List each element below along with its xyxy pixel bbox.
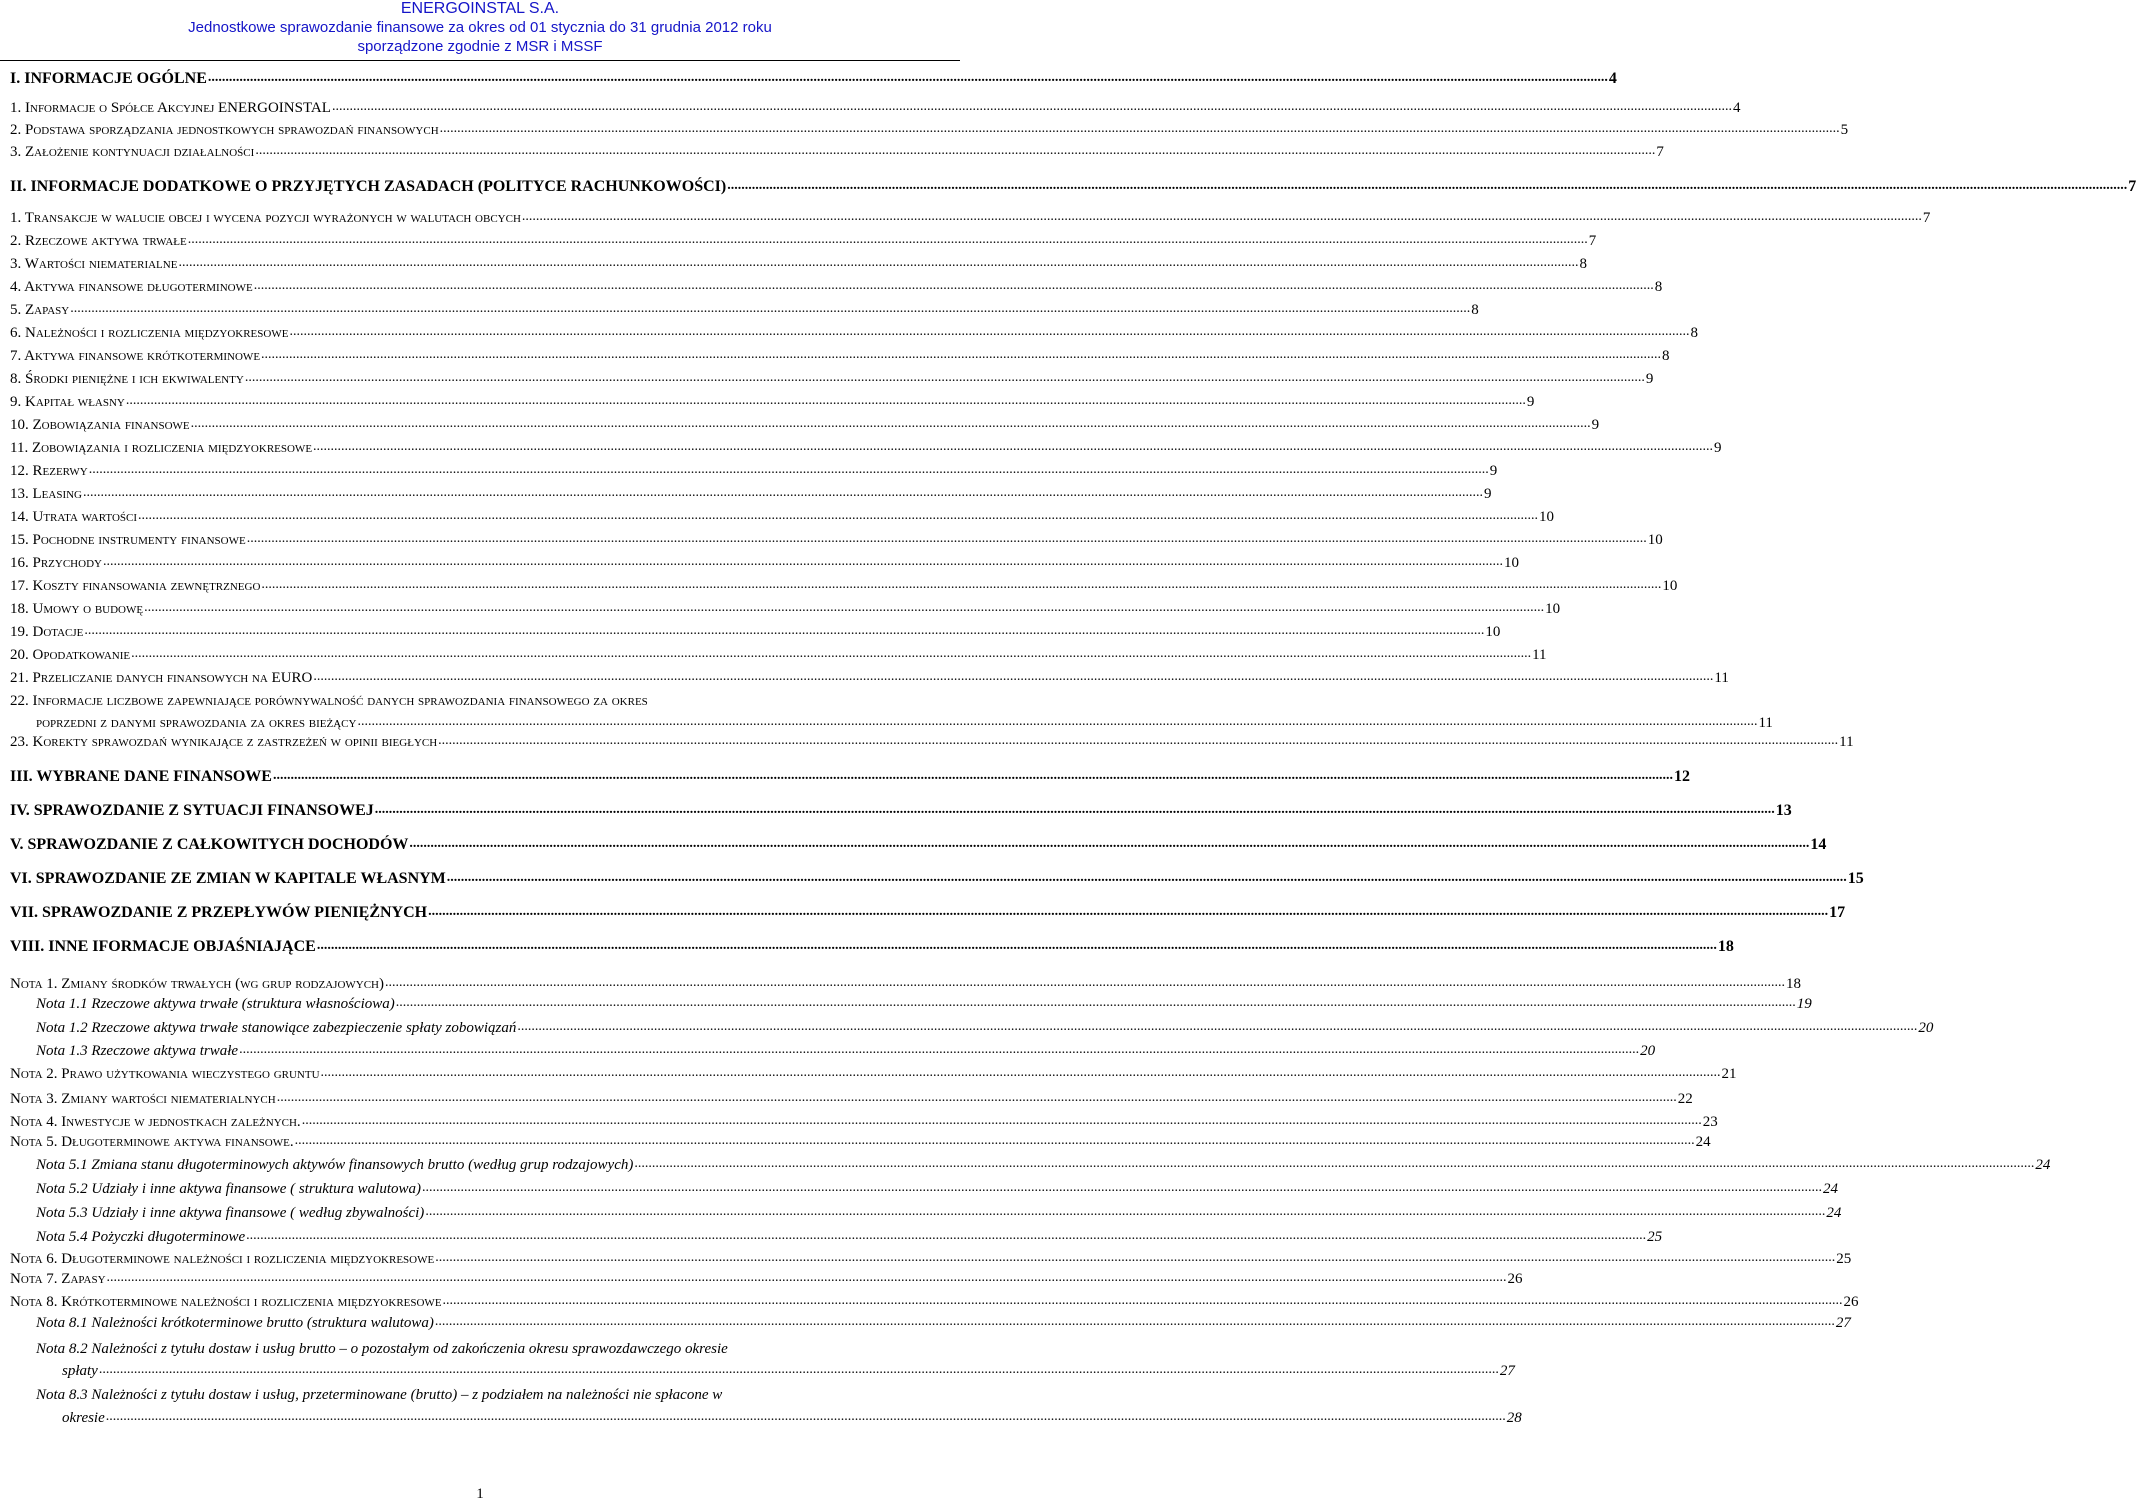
toc-entry[interactable] xyxy=(10,70,1617,88)
toc-entry-page: 5 xyxy=(1840,122,1849,138)
toc-dot-leader: ................................................................................................................................................................................................................................................................................................................................................................................................................ xyxy=(289,324,1690,339)
toc-entry-page: 25 xyxy=(1836,1251,1852,1267)
toc-entry-page: 27 xyxy=(1835,1315,1851,1331)
toc-entry-title: VI. SPRAWOZDANIE ZE ZMIAN W KAPITALE WŁASNYM xyxy=(10,870,446,887)
toc-dot-leader: ................................................................................................................................................................................................................................................................................................................................................................................................................ xyxy=(331,99,1732,114)
toc-entry-title-continuation: spłaty xyxy=(62,1363,98,1379)
header-company: ENERGOINSTAL S.A. xyxy=(400,0,560,17)
toc-entry[interactable] xyxy=(10,143,1664,161)
toc-dot-leader: ................................................................................................................................................................................................................................................................................................................................................................................................................ xyxy=(131,646,1532,661)
toc-entry-page: 11 xyxy=(1839,734,1854,750)
toc-entry-title: Nota 5. Długoterminowe aktywa finansowe. xyxy=(10,1134,294,1150)
toc-entry-title: Nota 1.2 Rzeczowe aktywa trwałe stanowiące zabezpieczenie spłaty zobowiązań xyxy=(36,1020,517,1036)
toc-entry-title: Nota 8. Krótkoterminowe należności i rozliczenia międzyokresowe xyxy=(10,1294,442,1310)
toc-entry-title: I. INFORMACJE OGÓLNE xyxy=(10,70,207,87)
toc-entry[interactable] xyxy=(10,439,1722,457)
toc-entry[interactable] xyxy=(10,904,1846,922)
toc-entry[interactable] xyxy=(10,324,1698,342)
toc-entry-page: 12 xyxy=(1673,768,1690,785)
toc-entry-title: 23. Korekty sprawozdań wynikające z zastrzeżeń w opinii biegłych xyxy=(10,734,438,750)
toc-dot-leader: ................................................................................................................................................................................................................................................................................................................................................................................................................ xyxy=(434,1314,1835,1329)
toc-entry-page: 9 xyxy=(1484,486,1492,502)
toc-dot-leader: ................................................................................................................................................................................................................................................................................................................................................................................................................ xyxy=(428,904,1829,919)
toc-dot-leader: ................................................................................................................................................................................................................................................................................................................................................................................................................ xyxy=(84,623,1485,638)
toc-dot-leader: ................................................................................................................................................................................................................................................................................................................................................................................................................ xyxy=(438,733,1839,748)
toc-entry-title: 21. Przeliczanie danych finansowych na EURO xyxy=(10,670,313,686)
toc-entry-title: 1. Informacje o Spółce Akcyjnej ENERGOINSTAL xyxy=(10,100,331,116)
toc-dot-leader: ................................................................................................................................................................................................................................................................................................................................................................................................................ xyxy=(144,600,1545,615)
toc-entry[interactable] xyxy=(10,1090,1693,1108)
toc-entry[interactable] xyxy=(10,623,1501,641)
toc-entry[interactable] xyxy=(10,462,1498,480)
toc-entry-page: 8 xyxy=(1654,279,1663,295)
toc-entry[interactable] xyxy=(10,1065,1737,1083)
toc-entry[interactable] xyxy=(10,121,1849,139)
toc-entry-title: Nota 8.1 Należności krótkoterminowe brutto (struktura walutowa) xyxy=(36,1315,434,1331)
toc-entry-title: 9. Kapitał własny xyxy=(10,394,125,410)
toc-entry-page: 28 xyxy=(1506,1410,1522,1426)
toc-dot-leader: ................................................................................................................................................................................................................................................................................................................................................................................................................ xyxy=(106,1270,1507,1285)
toc-dot-leader: ................................................................................................................................................................................................................................................................................................................................................................................................................ xyxy=(446,870,1847,885)
toc-entry-title-continuation: okresie xyxy=(62,1410,105,1426)
toc-entry[interactable] xyxy=(10,1250,1852,1268)
toc-entry-page: 9 xyxy=(1526,394,1535,410)
toc-entry-page: 9 xyxy=(1489,463,1498,479)
toc-entry[interactable] xyxy=(10,531,1663,549)
toc-entry-title: Nota 5.3 Udziały i inne aktywa finansowe ( według zbywalności) xyxy=(36,1205,425,1221)
toc-entry[interactable] xyxy=(10,836,1827,854)
toc-entry-title: 7. Aktywa finansowe krótkoterminowe xyxy=(10,348,261,364)
toc-entry-page: 10 xyxy=(1539,509,1555,525)
toc-entry-title: 2. Podstawa sporządzania jednostkowych sprawozdań finansowych xyxy=(10,122,439,138)
toc-dot-leader: ................................................................................................................................................................................................................................................................................................................................................................................................................ xyxy=(207,70,1608,85)
toc-entry[interactable] xyxy=(10,232,1597,250)
toc-entry[interactable] xyxy=(10,768,1690,786)
toc-entry-title: VII. SPRAWOZDANIE Z PRZEPŁYWÓW PIENIĘŻNYCH xyxy=(10,904,428,921)
toc-entry[interactable] xyxy=(10,600,1561,618)
toc-entry-page: 20 xyxy=(1918,1020,1934,1036)
toc-dot-leader: ................................................................................................................................................................................................................................................................................................................................................................................................................ xyxy=(272,768,1673,783)
toc-entry[interactable] xyxy=(10,1113,1718,1131)
toc-entry-title: II. INFORMACJE DODATKOWE O PRZYJĘTYCH ZASADACH (POLITYCE RACHUNKOWOŚCI) xyxy=(10,178,727,195)
toc-entry[interactable] xyxy=(36,1204,1842,1222)
toc-entry[interactable] xyxy=(10,301,1479,319)
toc-dot-leader: ................................................................................................................................................................................................................................................................................................................................................................................................................ xyxy=(125,393,1526,408)
toc-entry-page: 14 xyxy=(1810,836,1827,853)
toc-entry-page: 11 xyxy=(1758,715,1773,731)
toc-entry-page: 24 xyxy=(1826,1205,1842,1221)
toc-entry-page: 10 xyxy=(1503,555,1519,571)
toc-dot-leader: ................................................................................................................................................................................................................................................................................................................................................................................................................ xyxy=(301,1113,1702,1128)
toc-entry-title: 14. Utrata wartości xyxy=(10,509,138,525)
toc-entry-title: Nota 1.1 Rzeczowe aktywa trwałe (struktura własnościowa) xyxy=(36,996,395,1012)
toc-dot-leader: ................................................................................................................................................................................................................................................................................................................................................................................................................ xyxy=(634,1156,2035,1171)
toc-entry-page: 7 xyxy=(1588,233,1597,249)
toc-dot-leader: ................................................................................................................................................................................................................................................................................................................................................................................................................ xyxy=(276,1090,1677,1105)
toc-entry[interactable] xyxy=(10,508,1555,526)
toc-entry-page: 26 xyxy=(1507,1271,1523,1287)
toc-dot-leader: ................................................................................................................................................................................................................................................................................................................................................................................................................ xyxy=(98,1362,1499,1377)
toc-entry-title: 13. Leasing xyxy=(10,486,82,502)
toc-dot-leader: ................................................................................................................................................................................................................................................................................................................................................................................................................ xyxy=(246,531,1647,546)
toc-entry[interactable] xyxy=(10,975,1801,993)
toc-dot-leader: ................................................................................................................................................................................................................................................................................................................................................................................................................ xyxy=(261,577,1662,592)
toc-entry[interactable] xyxy=(10,1270,1523,1288)
toc-entry[interactable] xyxy=(10,1293,1859,1311)
toc-entry-title: Nota 7. Zapasy xyxy=(10,1271,106,1287)
toc-entry-title: Nota 5.2 Udziały i inne aktywa finansowe ( struktura walutowa) xyxy=(36,1181,421,1197)
toc-entry-page: 8 xyxy=(1471,302,1479,318)
toc-entry[interactable] xyxy=(10,870,1864,888)
toc-entry[interactable] xyxy=(10,646,1547,664)
toc-entry-page: 27 xyxy=(1499,1363,1515,1379)
page-number: 1 xyxy=(476,1486,484,1502)
toc-entry-title: Nota 4. Inwestycje w jednostkach zależnych. xyxy=(10,1114,301,1130)
toc-entry-page: 9 xyxy=(1714,440,1722,456)
toc-entry-title: Nota 5.1 Zmiana stanu długoterminowych aktywów finansowych brutto (według grup rodzajowych) xyxy=(36,1157,634,1173)
toc-entry[interactable] xyxy=(10,554,1519,572)
toc-dot-leader: ................................................................................................................................................................................................................................................................................................................................................................................................................ xyxy=(187,232,1588,247)
toc-entry-page: 21 xyxy=(1721,1066,1737,1082)
toc-entry-title: 4. Aktywa finansowe długoterminowe xyxy=(10,279,253,295)
toc-dot-leader: ................................................................................................................................................................................................................................................................................................................................................................................................................ xyxy=(422,1180,1822,1195)
toc-entry[interactable] xyxy=(10,733,1854,751)
toc-dot-leader: ................................................................................................................................................................................................................................................................................................................................................................................................................ xyxy=(255,143,1656,158)
toc-entry-title: Nota 1.3 Rzeczowe aktywa trwałe xyxy=(36,1043,239,1059)
toc-entry-page: 10 xyxy=(1485,624,1501,640)
header-line-2: sporządzone zgodnie z MSR i MSSF xyxy=(357,38,603,55)
toc-entry-title: Nota 3. Zmiany wartości niematerialnych xyxy=(10,1091,276,1107)
toc-entry-title: 5. Zapasy xyxy=(10,302,70,318)
toc-dot-leader: ................................................................................................................................................................................................................................................................................................................................................................................................................ xyxy=(102,554,1503,569)
toc-entry-page: 24 xyxy=(1695,1134,1711,1150)
toc-entry-page: 10 xyxy=(1647,532,1663,548)
toc-entry-page: 15 xyxy=(1847,870,1864,887)
toc-entry-page: 7 xyxy=(1656,144,1664,160)
toc-entry-title: 17. Koszty finansowania zewnętrznego xyxy=(10,578,261,594)
toc-dot-leader: ................................................................................................................................................................................................................................................................................................................................................................................................................ xyxy=(88,462,1489,477)
toc-entry[interactable] xyxy=(10,209,1931,227)
toc-dot-leader: ................................................................................................................................................................................................................................................................................................................................................................................................................ xyxy=(138,508,1539,523)
toc-dot-leader: ................................................................................................................................................................................................................................................................................................................................................................................................................ xyxy=(374,802,1775,817)
toc-entry[interactable] xyxy=(10,370,1654,388)
toc-entry-page: 13 xyxy=(1775,802,1792,819)
toc-entry[interactable] xyxy=(36,995,1812,1013)
toc-entry-title: Nota 2. Prawo użytkowania wieczystego gruntu xyxy=(10,1066,320,1082)
toc-entry[interactable] xyxy=(10,347,1670,365)
toc-entry-page: 18 xyxy=(1717,938,1734,955)
toc-dot-leader: ................................................................................................................................................................................................................................................................................................................................................................................................................ xyxy=(83,485,1483,500)
toc-entry-page: 7 xyxy=(1922,210,1931,226)
toc-entry-title: 1. Transakcje w walucie obcej i wycena pozycji wyrażonych w walutach obcych xyxy=(10,210,521,226)
toc-dot-leader: ................................................................................................................................................................................................................................................................................................................................................................................................................ xyxy=(320,1065,1721,1080)
toc-entry[interactable] xyxy=(10,485,1492,503)
toc-entry-title: 11. Zobowiązania i rozliczenia międzyokresowe xyxy=(10,440,313,456)
toc-entry[interactable] xyxy=(36,1180,1838,1198)
toc-dot-leader: ................................................................................................................................................................................................................................................................................................................................................................................................................ xyxy=(517,1019,1918,1034)
toc-dot-leader: ................................................................................................................................................................................................................................................................................................................................................................................................................ xyxy=(253,278,1654,293)
toc-entry-title: 6. Należności i rozliczenia międzyokresowe xyxy=(10,325,289,341)
toc-entry-title: III. WYBRANE DANE FINANSOWE xyxy=(10,768,272,785)
toc-entry-title: VIII. INNE IFORMACJE OBJAŚNIAJĄCE xyxy=(10,938,316,955)
toc-entry-page: 8 xyxy=(1579,256,1587,272)
toc-entry-title: 15. Pochodne instrumenty finansowe xyxy=(10,532,246,548)
toc-entry-page: 10 xyxy=(1662,578,1678,594)
toc-dot-leader: ................................................................................................................................................................................................................................................................................................................................................................................................................ xyxy=(521,209,1922,224)
header-line-1: Jednostkowe sprawozdanie finansowe za okres od 01 stycznia do 31 grudnia 2012 roku xyxy=(188,19,772,36)
toc-dot-leader: ................................................................................................................................................................................................................................................................................................................................................................................................................ xyxy=(246,1228,1647,1243)
toc-entry-title: V. SPRAWOZDANIE Z CAŁKOWITYCH DOCHODÓW xyxy=(10,836,409,853)
toc-dot-leader: ................................................................................................................................................................................................................................................................................................................................................................................................................ xyxy=(294,1133,1695,1148)
toc-entry-page: 24 xyxy=(2035,1157,2051,1173)
toc-entry[interactable] xyxy=(10,278,1663,296)
toc-entry-page: 8 xyxy=(1662,348,1670,364)
toc-entry-page: 11 xyxy=(1532,647,1547,663)
toc-dot-leader: ................................................................................................................................................................................................................................................................................................................................................................................................................ xyxy=(439,121,1840,136)
toc-entry-title: 16. Przychody xyxy=(10,555,102,571)
toc-entry[interactable] xyxy=(10,802,1792,820)
toc-dot-leader: ................................................................................................................................................................................................................................................................................................................................................................................................................ xyxy=(244,370,1645,385)
toc-entry-page: 18 xyxy=(1786,976,1801,992)
toc-dot-leader: ................................................................................................................................................................................................................................................................................................................................................................................................................ xyxy=(261,347,1662,362)
toc-entry-title: Nota 8.3 Należności z tytułu dostaw i usług, przeterminowane (brutto) – z podziałem na należności nie spłacone w xyxy=(36,1387,723,1403)
toc-entry-page: 19 xyxy=(1796,996,1812,1012)
toc-entry-title: IV. SPRAWOZDANIE Z SYTUACJI FINANSOWEJ xyxy=(10,802,374,819)
toc-entry-page: 4 xyxy=(1608,70,1617,87)
toc-entry[interactable] xyxy=(10,178,2136,196)
toc-dot-leader: ................................................................................................................................................................................................................................................................................................................................................................................................................ xyxy=(178,255,1579,270)
toc-entry-page: 22 xyxy=(1677,1091,1693,1107)
toc-dot-leader: ................................................................................................................................................................................................................................................................................................................................................................................................................ xyxy=(442,1293,1843,1308)
toc-entry-title: 22. Informacje liczbowe zapewniające porównywalność danych sprawozdania finansowego za okres xyxy=(10,693,648,709)
toc-dot-leader: ................................................................................................................................................................................................................................................................................................................................................................................................................ xyxy=(395,995,1796,1010)
toc-entry[interactable] xyxy=(10,99,1741,117)
toc-entry[interactable] xyxy=(62,1409,1522,1427)
toc-entry-page: 8 xyxy=(1690,325,1698,341)
toc-entry-page: 26 xyxy=(1843,1294,1859,1310)
toc-entry-title: Nota 6. Długoterminowe należności i rozliczenia międzyokresowe xyxy=(10,1251,435,1267)
toc-entry-title: 3. Wartości niematerialne xyxy=(10,256,178,272)
toc-dot-leader: ................................................................................................................................................................................................................................................................................................................................................................................................................ xyxy=(313,669,1714,684)
toc-entry[interactable] xyxy=(36,1019,1934,1037)
toc-entry[interactable] xyxy=(10,393,1535,411)
toc-dot-leader: ................................................................................................................................................................................................................................................................................................................................................................................................................ xyxy=(727,178,2128,193)
toc-entry-page: 25 xyxy=(1647,1229,1663,1245)
toc-entry-page: 17 xyxy=(1829,904,1846,921)
toc-dot-leader: ................................................................................................................................................................................................................................................................................................................................................................................................................ xyxy=(190,416,1591,431)
toc-dot-leader: ................................................................................................................................................................................................................................................................................................................................................................................................................ xyxy=(316,938,1717,953)
toc-entry-title: 10. Zobowiązania finansowe xyxy=(10,417,190,433)
toc-entry-title: 20. Opodatkowanie xyxy=(10,647,131,663)
toc-entry-page: 9 xyxy=(1645,371,1654,387)
toc-entry-title: Nota 5.4 Pożyczki długoterminowe xyxy=(36,1229,246,1245)
toc-entry-page: 10 xyxy=(1545,601,1561,617)
toc-entry-page: 11 xyxy=(1714,670,1729,686)
toc-entry-title-continuation: poprzedni z danymi sprawozdania za okres bieżący xyxy=(36,715,357,731)
toc-entry[interactable] xyxy=(10,416,1600,434)
toc-entry-title: Nota 8.2 Należności z tytułu dostaw i usług brutto – o pozostałym od zakończenia okresu sprawozdawczego okresie xyxy=(36,1341,728,1357)
toc-dot-leader: ................................................................................................................................................................................................................................................................................................................................................................................................................ xyxy=(435,1250,1836,1265)
toc-entry[interactable] xyxy=(36,1156,2051,1174)
toc-entry[interactable] xyxy=(10,1133,1711,1151)
toc-dot-leader: ................................................................................................................................................................................................................................................................................................................................................................................................................ xyxy=(239,1042,1640,1057)
toc-entry-title: 18. Umowy o budowę xyxy=(10,601,144,617)
toc-dot-leader: ................................................................................................................................................................................................................................................................................................................................................................................................................ xyxy=(425,1204,1826,1219)
toc-dot-leader: ................................................................................................................................................................................................................................................................................................................................................................................................................ xyxy=(70,301,1471,316)
toc-entry[interactable] xyxy=(10,938,1734,956)
toc-entry-page: 7 xyxy=(2128,178,2136,195)
toc-entry-page: 4 xyxy=(1732,100,1741,116)
toc-entry-title: 3. Założenie kontynuacji działalności xyxy=(10,144,255,160)
toc-dot-leader: ................................................................................................................................................................................................................................................................................................................................................................................................................ xyxy=(357,714,1758,729)
toc-entry[interactable] xyxy=(36,1314,1851,1332)
toc-dot-leader: ................................................................................................................................................................................................................................................................................................................................................................................................................ xyxy=(105,1409,1506,1424)
toc-dot-leader: ................................................................................................................................................................................................................................................................................................................................................................................................................ xyxy=(385,975,1785,990)
toc-entry-page: 24 xyxy=(1823,1181,1838,1197)
toc-entry[interactable] xyxy=(10,255,1587,273)
toc-entry-title: 2. Rzeczowe aktywa trwałe xyxy=(10,233,187,249)
toc-entry-page: 23 xyxy=(1702,1114,1718,1130)
toc-entry[interactable] xyxy=(36,1042,1656,1060)
toc-entry-page: 20 xyxy=(1640,1043,1656,1059)
toc-entry-title: 12. Rezerwy xyxy=(10,463,88,479)
toc-entry-title: 19. Dotacje xyxy=(10,624,84,640)
toc-dot-leader: ................................................................................................................................................................................................................................................................................................................................................................................................................ xyxy=(313,439,1714,454)
toc-entry-title: 8. Środki pieniężne i ich ekwiwalenty xyxy=(10,371,244,387)
toc-entry-page: 9 xyxy=(1591,417,1600,433)
toc-entry[interactable] xyxy=(36,714,1773,732)
toc-entry[interactable] xyxy=(36,1228,1663,1246)
toc-entry[interactable] xyxy=(10,577,1678,595)
toc-entry[interactable] xyxy=(10,669,1729,687)
toc-entry-title: Nota 1. Zmiany środków trwałych (wg grup rodzajowych) xyxy=(10,976,384,992)
toc-entry[interactable] xyxy=(62,1362,1515,1380)
toc-dot-leader: ................................................................................................................................................................................................................................................................................................................................................................................................................ xyxy=(409,836,1810,851)
